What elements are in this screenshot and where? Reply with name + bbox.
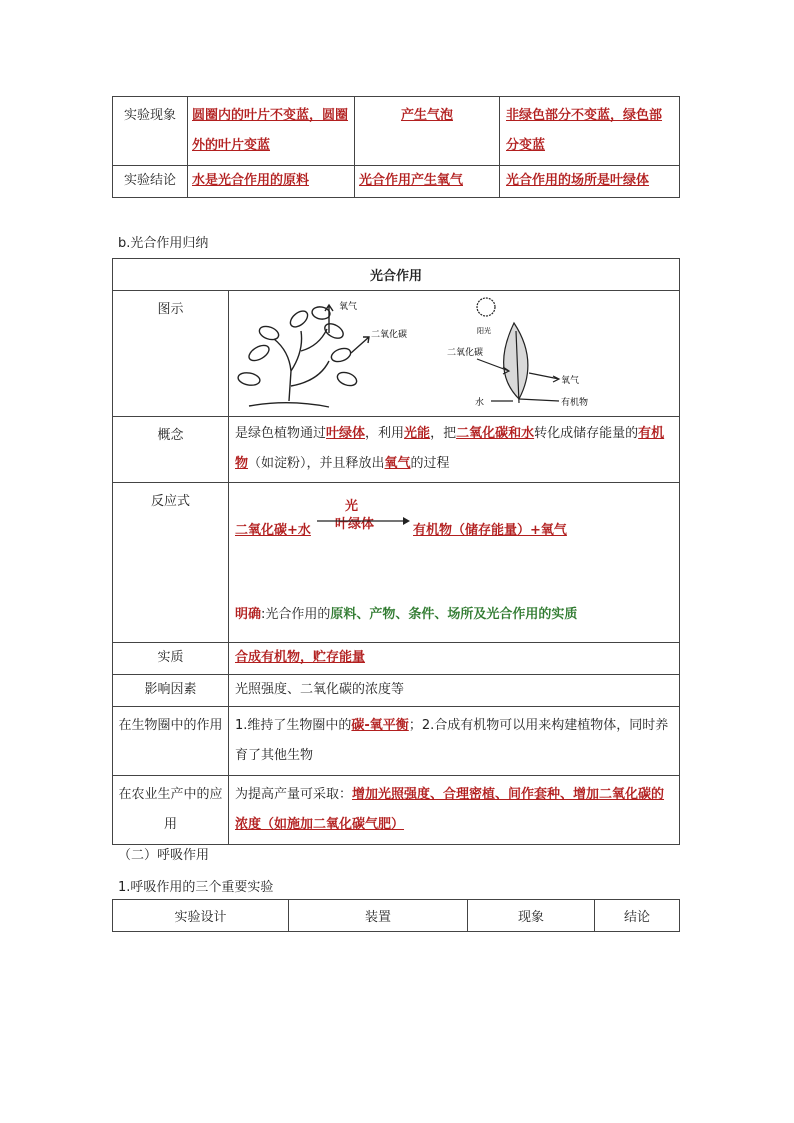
text: ，把 <box>430 426 457 441</box>
label-text: 实验结论 <box>123 173 176 188</box>
keyword: 光能 <box>404 426 431 441</box>
condition-light: 光 <box>345 499 359 514</box>
row-label-agriculture <box>113 776 229 845</box>
cell-phenomenon-2 <box>355 97 500 166</box>
cell-phenomenon-1 <box>188 97 355 166</box>
label-text: 图示 <box>157 302 184 317</box>
cell-text: 产生气泡 <box>400 108 453 123</box>
table-title: 光合作用 <box>113 259 680 291</box>
condition-chloroplast: 叶绿体 <box>335 517 375 532</box>
row-label-biosphere <box>113 707 229 776</box>
col-header-design: 实验设计 <box>113 900 289 932</box>
text: 的过程 <box>410 456 450 471</box>
keyword: 增加光照强度、合理密植、间作套种、增加二氧化碳的浓度（如施加二氧化碳气肥） <box>235 787 665 832</box>
keyword: 二氧化碳和水 <box>456 426 535 441</box>
note-emphasis: 原料、产物、条件、场所及光合作用的实质 <box>330 607 578 622</box>
label-text: 影响因素 <box>144 682 197 697</box>
essence-cell <box>229 643 680 675</box>
text: （如淀粉），并且释放出 <box>248 456 385 471</box>
photosynthesis-diagrams <box>229 291 679 415</box>
row-label-diagram <box>113 291 229 417</box>
text: 是绿色植物通过 <box>235 426 327 441</box>
products: 有机物（储存能量）+氧气 <box>413 523 567 538</box>
keyword: 氧气 <box>384 456 411 471</box>
row-label-phenomenon <box>113 97 188 166</box>
text: ；2.合成有机物可以用来构建植物体，同时养育了其他生物 <box>235 718 669 763</box>
label-text: 在农业生产中的应用 <box>118 787 223 832</box>
keyword: 叶绿体 <box>326 426 366 441</box>
cell-conclusion-2 <box>355 166 500 198</box>
cell-text: 圆圈内的叶片不变蓝，圆圈外的叶片变蓝 <box>192 108 349 153</box>
section2-subheading: 1.呼吸作用的三个重要实验 <box>118 880 274 895</box>
row-label-essence <box>113 643 229 675</box>
cell-phenomenon-3 <box>500 97 680 166</box>
note-text: :光合作用的 <box>261 607 331 622</box>
cell-conclusion-1 <box>188 166 355 198</box>
cell-text: 非绿色部分不变蓝，绿色部分变蓝 <box>506 108 663 153</box>
label-organic: 有机物 <box>561 398 589 408</box>
label-text: 概念 <box>157 428 184 443</box>
section2-heading: （二）呼吸作用 <box>118 848 210 863</box>
photosynthesis-summary-table <box>112 258 680 845</box>
biosphere-cell <box>229 707 680 776</box>
reaction-cell <box>229 483 680 643</box>
keyword: 有机物 <box>235 426 665 471</box>
respiration-experiments-table <box>112 899 680 932</box>
row-label-concept <box>113 417 229 483</box>
text: 1.维持了生物圈中的 <box>235 718 352 733</box>
experiment-results-table <box>112 96 680 198</box>
label-oxygen: 氧气 <box>339 302 358 312</box>
plant-diagram <box>237 305 369 407</box>
text: 转化成储存能量的 <box>534 426 639 441</box>
col-header-device: 装置 <box>289 900 468 932</box>
text: 为提高产量可采取： <box>235 787 353 802</box>
row-label-factors <box>113 675 229 707</box>
col-header-conclusion: 结论 <box>595 900 680 932</box>
concept-cell <box>229 417 680 483</box>
label-text: 实验现象 <box>123 108 176 123</box>
section-b-heading: b.光合作用归纳 <box>118 236 209 251</box>
text: ，利用 <box>365 426 405 441</box>
row-label-reaction <box>113 483 229 643</box>
label-oxygen-leaf: 氧气 <box>561 376 580 386</box>
agriculture-cell <box>229 776 680 845</box>
cell-conclusion-3 <box>500 166 680 198</box>
col-header-phenomenon: 现象 <box>468 900 595 932</box>
label-co2-leaf: 二氧化碳 <box>447 348 484 358</box>
cell-text: 光合作用产生氧气 <box>359 173 464 188</box>
label-text: 在生物圈中的作用 <box>118 718 223 733</box>
factors-cell: 光照强度、二氧化碳的浓度等 <box>229 675 680 707</box>
row-label-conclusion <box>113 166 188 198</box>
label-sunlight: 阳光 <box>477 327 491 335</box>
reactants: 二氧化碳+水 <box>235 523 311 538</box>
label-text: 反应式 <box>150 494 190 509</box>
diagram-cell <box>229 291 680 417</box>
cell-text: 光合作用的场所是叶绿体 <box>506 173 650 188</box>
reaction-equation <box>229 483 679 603</box>
cell-text: 水是光合作用的原料 <box>192 173 310 188</box>
leaf-diagram <box>477 298 559 403</box>
label-co2: 二氧化碳 <box>371 330 408 340</box>
keyword: 碳-氧平衡 <box>351 718 409 733</box>
label-text: 实质 <box>157 650 184 665</box>
label-water: 水 <box>475 398 485 408</box>
note-label: 明确 <box>235 607 262 622</box>
reaction-note <box>229 603 679 622</box>
essence-value: 合成有机物，贮存能量 <box>235 650 366 665</box>
reaction-arrow <box>317 516 411 526</box>
